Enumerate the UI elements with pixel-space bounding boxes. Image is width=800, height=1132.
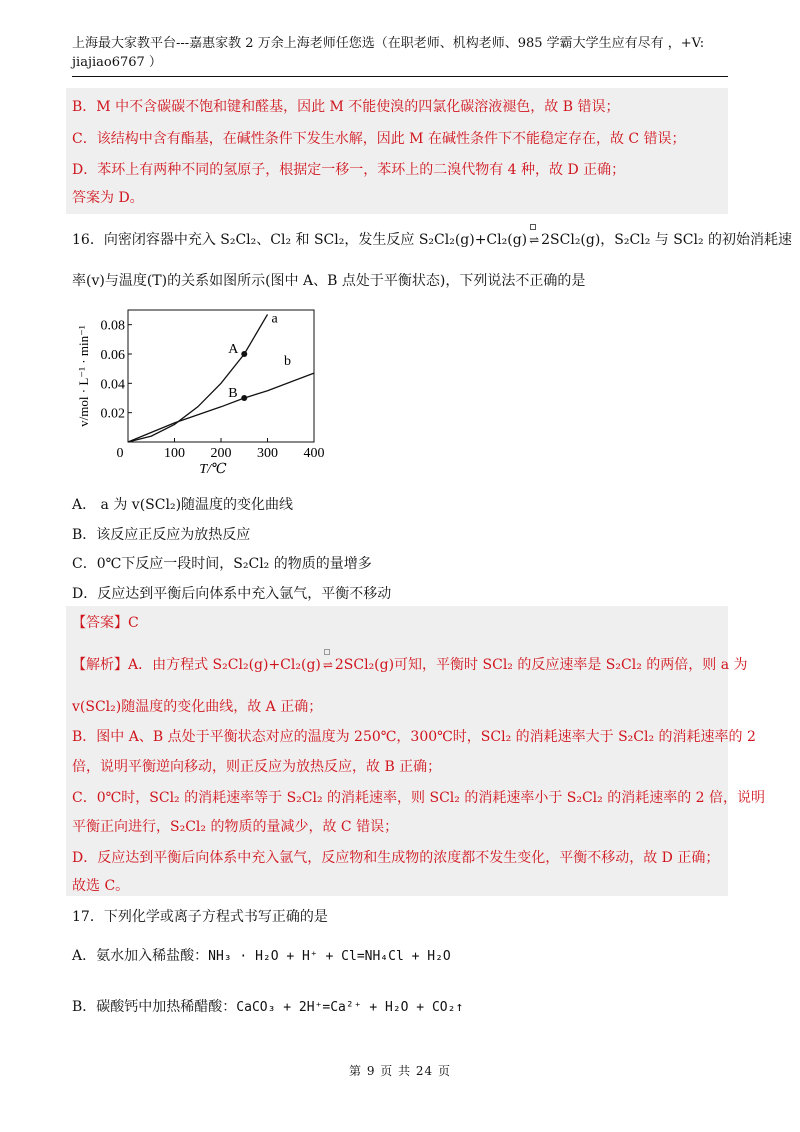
y-tick-label: 0.02 [100, 406, 125, 422]
q16-answer: 【答案】C [72, 615, 139, 631]
equilibrium-symbol: ⇌ [321, 658, 335, 672]
x-tick-label: 300 [257, 446, 278, 461]
placeholder-box-icon [324, 649, 330, 655]
q17-option-a: A．氨水加入稀盐酸：NH₃ · H₂O + H⁺ + Cl=NH₄Cl + H₂O [72, 948, 451, 964]
y-tick-label: 0.06 [100, 348, 125, 363]
x-tick-label: 100 [164, 446, 185, 461]
q16-analysis-line5: C．0℃时，SCl₂ 的消耗速率等于 S₂Cl₂ 的消耗速率，则 SCl₂ 的消耗速率小于 S₂Cl₂ 的消耗速率的 2 倍，说明 [72, 790, 766, 806]
q16-option-b: B．该反应正反应为放热反应 [72, 527, 251, 543]
x-axis-label: T/℃ [199, 462, 227, 477]
point-label-A: A [228, 342, 239, 357]
point-A [241, 351, 247, 357]
y-tick-label: 0.04 [100, 377, 125, 393]
header-divider [72, 76, 728, 77]
series-label-a: a [271, 311, 278, 327]
q16-stem-line1 [72, 229, 793, 249]
q16-option-c: C．0℃下反应一段时间，S₂Cl₂ 的物质的量增多 [72, 556, 372, 572]
x-tick-label: 400 [303, 446, 325, 461]
q16-analysis-line4: 倍，说明平衡逆向移动，则正反应为放热反应，故 B 正确； [72, 759, 442, 775]
x-tick-label: 0 [116, 446, 124, 461]
q16-analysis-line8: 故选 C。 [72, 878, 130, 894]
q16-analysis-line1: 【解析】A．由方程式 S₂Cl₂(g)+Cl₂(g) ⇌ 2SCl₂(g)可知，平衡时 SCl₂ 的反应速率是 S₂Cl₂ 的两倍，则 a 为 [72, 654, 732, 674]
q17-stem: 17．下列化学或离子方程式书写正确的是 [72, 909, 328, 925]
x-tick-label: 200 [210, 446, 232, 461]
series-line-a [128, 314, 268, 442]
point-label-B: B [228, 386, 238, 401]
q16-analysis-line3: B．图中 A、B 点处于平衡状态对应的温度为 250℃，300℃时，SCl₂ 的消耗速率大于 S₂Cl₂ 的消耗速率的 2 [72, 729, 756, 745]
q17-option-b: B．碳酸钙中加热稀醋酸：CaCO₃ + 2H⁺=Ca²⁺ + H₂O + CO₂↑ [72, 999, 464, 1015]
q16-stem-line2: 率(v)与温度(T)的关系如图所示(图中 A、B 点处于平衡状态)，下列说法不正确的是 [72, 273, 586, 289]
q16-stem-a: 16．向密闭容器中充入 S₂Cl₂、Cl₂ 和 SCl₂，发生反应 S₂Cl₂(g)+Cl₂(g) [72, 232, 528, 248]
q16-stem-b: 2SCl₂(g)，S₂Cl₂ 与 SCl₂ 的初始消耗速 [541, 232, 793, 248]
q16-analysis-line7: D．反应达到平衡后向体系中充入氩气，反应物和生成物的浓度都不发生变化，平衡不移动，故 D 正确； [72, 850, 720, 866]
point-B [241, 395, 247, 401]
prev-answer-d: D．苯环上有两种不同的氢原子，根据定一移一，苯环上的二溴代物有 4 种，故 D 正确； [72, 162, 626, 178]
rate-temperature-chart [72, 300, 332, 486]
header-line-1: 上海最大家教平台---嘉惠家教 2 万余上海老师任您选（在职老师、机构老师、985 学霸大学生应有尽有 ，+V: [72, 36, 705, 51]
plot-frame [128, 310, 314, 442]
prev-answer-c: C．该结构中含有酯基，在碱性条件下发生水解，因此 M 在碱性条件下不能稳定存在，故 C 错误； [72, 131, 686, 147]
q16-analysis-line6: 平衡正向进行，S₂Cl₂ 的物质的量减少，故 C 错误； [72, 819, 399, 835]
page-header [72, 34, 728, 72]
prev-answer-b: B．M 中不含碳碳不饱和键和醛基，因此 M 不能使溴的四氯化碳溶液褪色，故 B 错误； [72, 99, 620, 115]
header-line-2: jiajiao6767 ） [72, 55, 162, 70]
series-label-b: b [284, 354, 291, 370]
y-axis-label: v/mol · L⁻¹ · min⁻¹ [76, 325, 91, 427]
q16-analysis-line2: v(SCl₂)随温度的变化曲线，故 A 正确； [72, 699, 323, 715]
y-tick-label: 0.08 [100, 318, 125, 334]
page-footer: 第 9 页 共 24 页 [349, 1064, 451, 1078]
prev-answer-final: 答案为 D。 [72, 190, 144, 206]
q16-option-a: A． a 为 v(SCl₂)随温度的变化曲线 [72, 497, 294, 513]
placeholder-box-icon [530, 224, 536, 230]
q16-option-d: D．反应达到平衡后向体系中充入氩气，平衡不移动 [72, 586, 392, 602]
q17-option-b-equation: CaCO₃ + 2H⁺=Ca²⁺ + H₂O + CO₂↑ [236, 1000, 464, 1015]
equilibrium-symbol: ⇌ [527, 233, 541, 247]
q17-option-a-equation: NH₃ · H₂O + H⁺ + Cl=NH₄Cl + H₂O [208, 949, 451, 964]
